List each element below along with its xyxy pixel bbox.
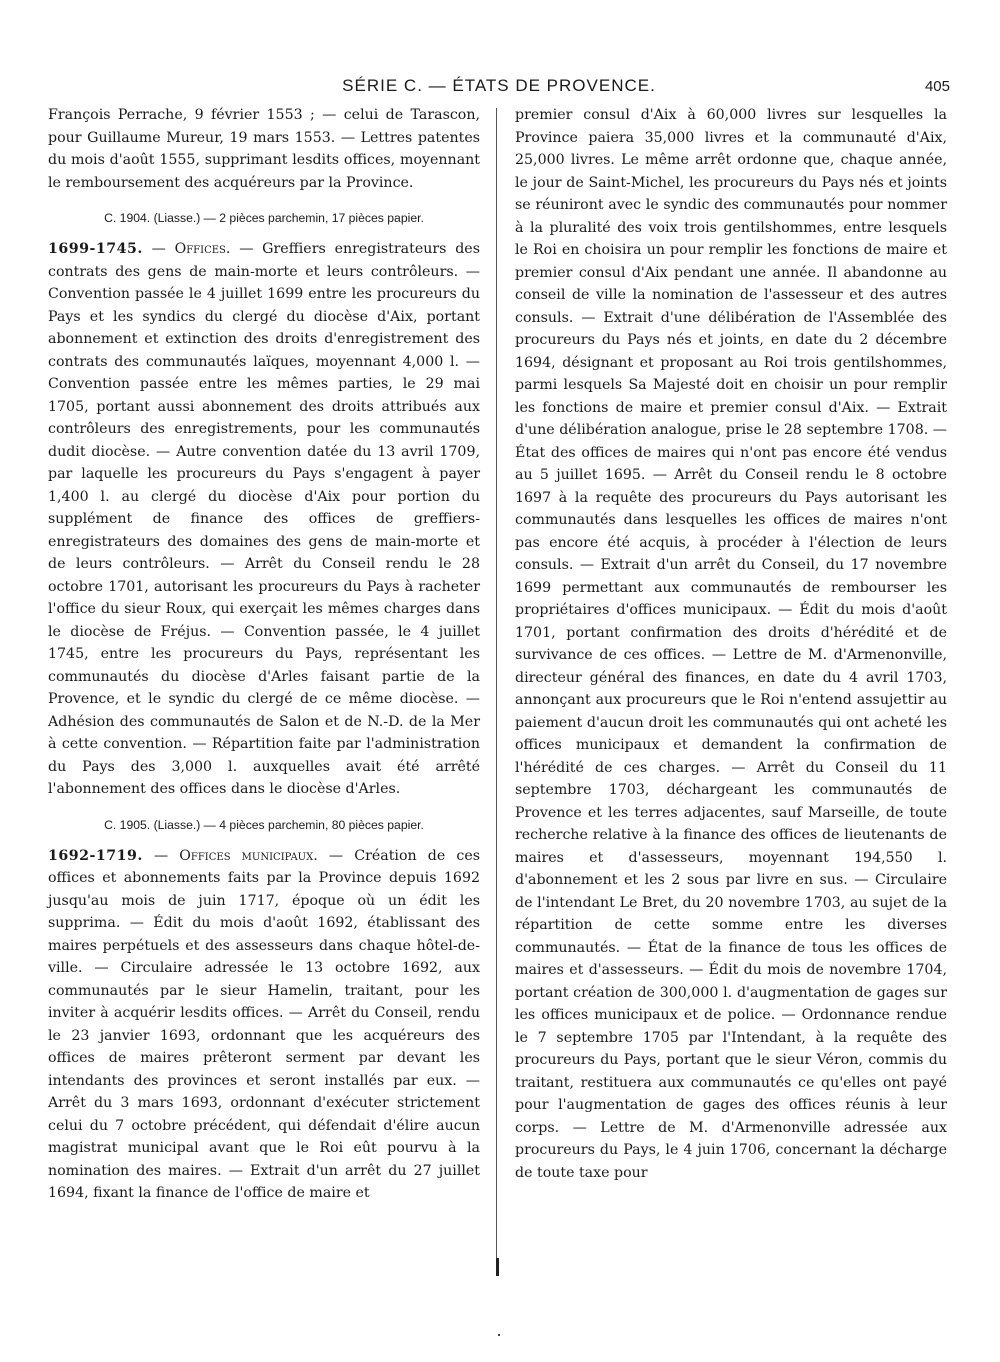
entry-1905-meta: C. 1905. (Liasse.) — 4 pièces parchemin, 80 pièces papier.: [104, 817, 424, 832]
entry-1904-meta: C. 1904. (Liasse.) — 2 pièces parchemin, 17 pièces papier.: [104, 211, 424, 225]
right-column-text: premier consul d'Aix à 60,000 livres sur lesquelles la Province paiera 35,000 livres et la communauté d'Aix, 25,000 livres. Le même arrêt ordonne que, chaque année, le jour de Saint-Michel, les procureurs du Pays nés et joints se réuniront avec le syndic des communautés pour nommer à la pluralité des voix trois gentilshommes, entre lesquels le Roi en choisira un pour remplir les fonctions de maire et premier consul d'Aix pendant une année. Il abandonne au conseil de ville la nomination de l'assesseur et des autres consuls. — Extrait d'une délibération de l'Assemblée des procureurs du Pays nés et joints, en date du 2 décembre 1694, désignant et proposant au Roi trois gentilshommes, parmi lesquels Sa Majesté doit en choisir un pour remplir les fonctions de maire et premier consul d'Aix. — Extrait d'une délibération analogue, prise le 28 septembre 1708. — État des offices de maires qui n'ont pas encore été vendus au 5 juillet 1695. — Arrêt du Conseil rendu le 8 octobre 1697 à la requête des procureurs du Pays autorisant les communautés dans lesquelles les offices de maires n'ont pas encore été acquis, à procéder à l'élection de leurs consuls. — Extrait d'un arrêt du Conseil, du 17 novembre 1699 permettant aux communautés de rembourser les propriétaires d'offices municipaux. — Édit du mois d'août 1701, portant confirmation des droits d'hérédité et de survivance de ces offices. — Lettre de M. d'Armenonville, directeur général des finances, en date du 4 avril 1703, annonçant aux procureurs que le Roi n'entend assujettir au paiement d'aucun droit les communautés qui ont acheté les offices municipaux et demandent la confirmation de l'hérédité de ces charges. — Arrêt du Conseil du 11 septembre 1703, déchargeant les communautés de Provence et les terres adjacentes, sauf Marseille, de toute recherche relative à la finance des offices de lieutenants de maires et d'assesseurs, moyennant 194,550 l. d'abonnement et les 2 sous par livre en sus. — Circulaire de l'intendant Le Bret, du 20 novembre 1703, au sujet de la répartition de cette somme entre les diverses communautés. — État de la finance de tous les offices de maires et d'assesseurs. — Édit du mois de novembre 1704, portant création de 300,000 l. d'augmentation de gages sur les offices municipaux et de police. — Ordonnance rendue le 7 septembre 1705 par l'Intendant, à la requête des procureurs du Pays, portant que le sieur Véron, commis du traitant, restituera aux communautés ce qu'elles ont payé pour l'augmentation de gages des offices réunis à leur corps. — Lettre de M. d'Armenonville adressée aux procureurs du Pays, le 4 juin 1706, concernant la décharge de toute taxe pour: [515, 107, 947, 1181]
entry-1905: 1692-1719. — Offices municipaux. — Création de ces offices et abonnements faits par la Province depuis 1692 jusqu'au mois de juin 1717, époque où un édit les supprima. — Édit du mois d'août 1692, établissant des maires perpétuels et des assesseurs dans chaque hôtel-de-ville. — Circulaire adressée le 13 octobre 1692, aux communautés par le sieur Hamelin, traitant, pour les inviter à acquérir lesdits offices. — Arrêt du Conseil, rendu le 23 janvier 1693, ordonnant que les acquéreurs des offices de maires prêteront serment par devant les intendants des provinces et seront installés par eux. — Arrêt du 3 mars 1693, ordonnant d'exécuter strictement celui du 7 octobre précédent, qui défendait d'élire aucun magistrat municipal avant que le Roi eût pourvu à la nomination des maires. — Extrait d'un arrêt du 27 juillet 1694, fixant la finance de l'office de maire et: [48, 847, 480, 1201]
entry-1905-dates: 1692-1719.: [48, 847, 143, 864]
print-speck: [498, 1334, 500, 1336]
entry-1904: 1699-1745. — Offices. — Greffiers enregistrateurs des contrats des gens de main-morte et leurs contrôleurs. — Convention passée le 4 juillet 1699 entre les procureurs du Pays et les syndics du clergé du diocèse d'Aix, portant abonnement et extinction des droits d'enregistrement des contrats des communautés laïques, moyennant 4,000 l. — Convention passée entre les mêmes parties, le 29 mai 1705, portant aussi abonnement des droits attribués aux contrôleurs des enregistrements, pour les communautés dudit diocèse. — Autre convention datée du 13 avril 1709, par laquelle les procureurs du Pays s'engagent à payer 1,400 l. au clergé du diocèse d'Aix pour portion du supplément de finance des offices de greffiers-enregistrateurs des domaines des gens de main-morte et de leurs contrôleurs. — Arrêt du Conseil rendu le 28 octobre 1701, autorisant les procureurs du Pays à racheter l'office du sieur Roux, qui exerçait les mêmes charges dans le diocèse de Fréjus. — Convention passée, le 4 juillet 1745, entre les procureurs du Pays, représentant les communautés du diocèse d'Arles faisant partie de la Provence, et le syndic du clergé de ce même diocèse. — Adhésion des communautés de Salon et de N.-D. de la Mer à cette convention. — Répartition faite par l'administration du Pays des 3,000 l. auxquelles avait été arrêté l'abonnement des offices dans le diocèse d'Arles.: [48, 241, 480, 797]
entry-1905-body: — Création de ces offices et abonnements faits par la Province depuis 1692 jusqu'au mois de juin 1717, époque où un édit les supprima. — Édit du mois d'août 1692, établissant des maires perpétuels et des assesseurs dans chaque hôtel-de-ville. — Circulaire adressée le 13 octobre 1692, aux communautés par le sieur Hamelin, traitant, pour les inviter à acquérir lesdits offices. — Arrêt du Conseil, rendu le 23 janvier 1693, ordonnant que les acquéreurs des offices de maires prêteront serment par devant les intendants des provinces et seront installés par eux. — Arrêt du 3 mars 1693, ordonnant d'exécuter strictement celui du 7 octobre précédent, qui défendait d'élire aucun magistrat municipal avant que le Roi eût pourvu à la nomination des maires. — Extrait d'un arrêt du 27 juillet 1694, fixant la finance de l'office de maire et: [48, 847, 480, 1201]
column-divider: [496, 108, 497, 1270]
continued-paragraph: François Perrache, 9 février 1553 ; — celui de Tarascon, pour Guillaume Mureur, 19 mars 1553. — Lettres patentes du mois d'août 1555, supprimant lesdits offices, moyennant le remboursement des acquéreurs par la Province.: [48, 107, 480, 191]
page-header: [48, 76, 950, 106]
entry-1904-body: — Greffiers enregistrateurs des contrats des gens de main-morte et leurs contrôleurs. — Convention passée le 4 juillet 1699 entre les procureurs du Pays et les syndics du clergé du diocèse d'Aix, portant abonnement et extinction des droits d'enregistrement des contrats des communautés laïques, moyennant 4,000 l. — Convention passée entre les mêmes parties, le 29 mai 1705, portant aussi abonnement des droits attribués aux contrôleurs des enregistrements, pour les communautés dudit diocèse. — Autre convention datée du 13 avril 1709, par laquelle les procureurs du Pays s'engagent à payer 1,400 l. au clergé du diocèse d'Aix pour portion du supplément de finance des offices de greffiers-enregistrateurs des domaines des gens de main-morte et de leurs contrôleurs. — Arrêt du Conseil rendu le 28 octobre 1701, autorisant les procureurs du Pays à racheter l'office du sieur Roux, qui exerçait les mêmes charges dans le diocèse de Fréjus. — Convention passée, le 4 juillet 1745, entre les procureurs du Pays, représentant les communautés du diocèse d'Arles faisant partie de la Provence, et le syndic du clergé de ce même diocèse. — Adhésion des communautés de Salon et de N.-D. de la Mer à cette convention. — Répartition faite par l'administration du Pays des 3,000 l. auxquelles avait été arrêté l'abonnement des offices dans le diocèse d'Arles.: [48, 241, 480, 797]
left-column: [48, 104, 480, 1219]
divider-mark: [496, 1258, 499, 1276]
entry-1904-heading: Offices.: [174, 241, 231, 257]
entry-1904-dates: 1699-1745.: [48, 241, 143, 257]
running-title: SÉRIE C. — ÉTATS DE PROVENCE.: [342, 76, 656, 95]
entry-1905-heading: Offices municipaux.: [179, 847, 318, 864]
page-number: 405: [924, 78, 950, 95]
right-column: [515, 104, 947, 1198]
